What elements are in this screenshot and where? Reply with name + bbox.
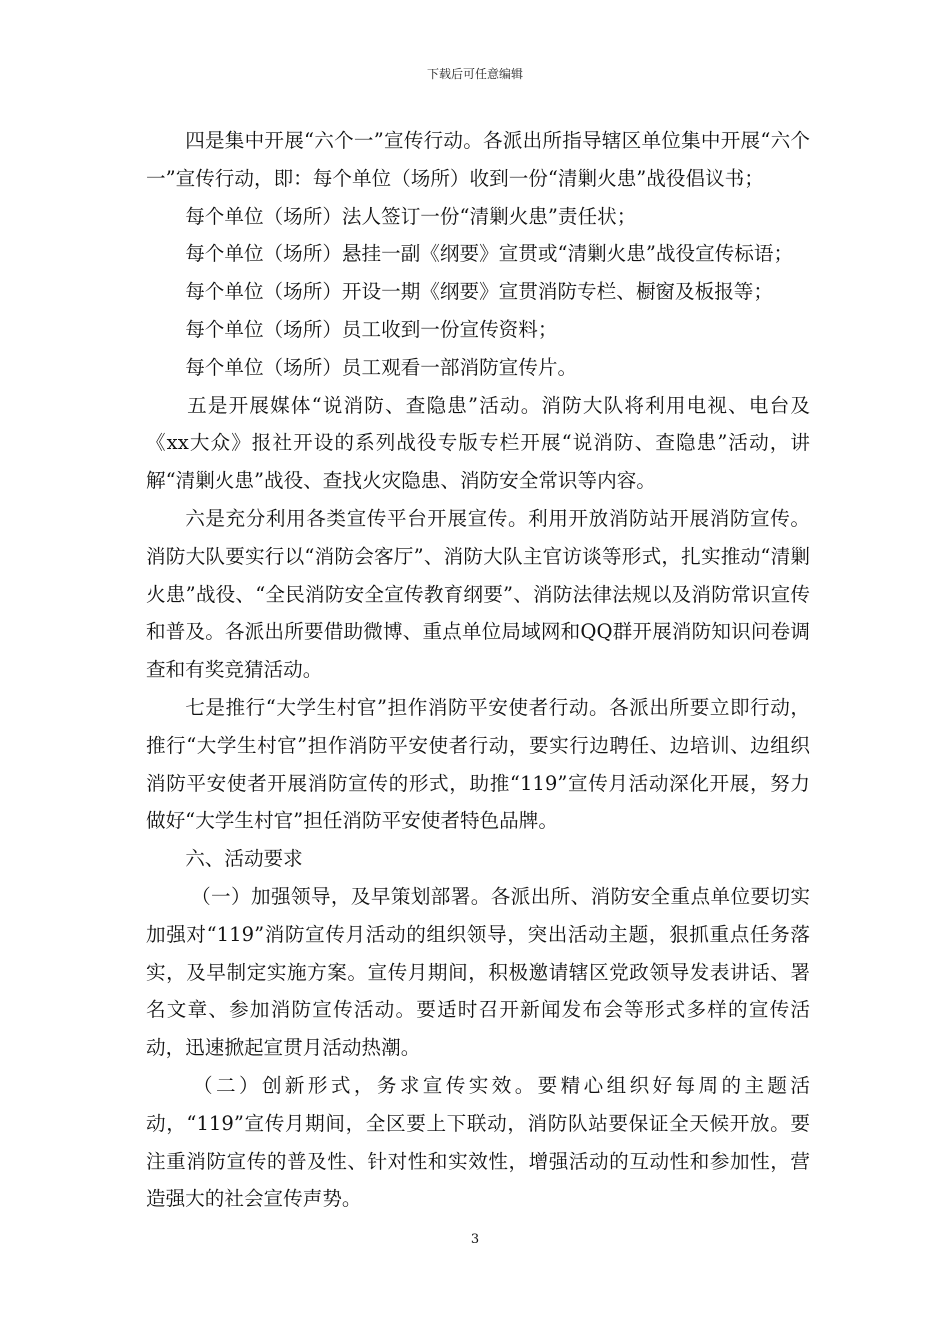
- paragraph-five: 五是开展媒体“说消防、查隐患”活动。消防大队将利用电视、电台及《xx大众》报社开设的系列战役专版专栏开展“说消防、查隐患”活动，讲解“清剿火患”战役、查找火灾隐患、消防安全常识等内容。: [146, 393, 810, 493]
- page-header: 下载后可任意编辑: [426, 67, 523, 81]
- section-heading: 六、活动要求: [185, 847, 303, 871]
- list-item: 每个单位（场所）悬挂一副《纲要》宣贯或“清剿火患”战役宣传标语；: [185, 242, 794, 266]
- paragraph-six: 六是充分利用各类宣传平台开展宣传。利用开放消防站开展消防宣传。消防大队要实行以“消防会客厅”、消防大队主官访谈等形式，扎实推动“清剿火患”战役、“全民消防安全宣传教育纲要”、消防法律法规以及消防常识宣传和普及。各派出所要借助微博、重点单位局域网和QQ群开展消防知识问卷调查和有奖竞猜活动。: [146, 506, 810, 682]
- list-item: 每个单位（场所）开设一期《纲要》宣贯消防专栏、橱窗及板报等；: [185, 280, 773, 304]
- list-item: 每个单位（场所）员工收到一份宣传资料；: [185, 317, 558, 341]
- requirement-two: （二）创新形式，务求宣传实效。要精心组织好每周的主题活动，“119”宣传月期间，全区要上下联动，消防队站要保证全天候开放。要注重消防宣传的普及性、针对性和实效性，增强活动的互动性和参加性，营造强大的社会宣传声势。: [146, 1073, 810, 1211]
- page-number: 3: [470, 1232, 480, 1247]
- requirement-one: （一）加强领导，及早策划部署。各派出所、消防安全重点单位要切实加强对“119”消防宣传月活动的组织领导，突出活动主题，狠抓重点任务落实，及早制定实施方案。宣传月期间，积极邀请辖区党政领导发表讲话、署名文章、参加消防宣传活动。要适时召开新闻发布会等形式多样的宣传活动，迅速掀起宣贯月活动热潮。: [146, 884, 810, 1060]
- paragraph-four: 四是集中开展“六个一”宣传行动。各派出所指导辖区单位集中开展“六个一”宣传行动，即：每个单位（场所）收到一份“清剿火患”战役倡议书；: [146, 129, 810, 190]
- paragraph-seven: 七是推行“大学生村官”担作消防平安使者行动。各派出所要立即行动，推行“大学生村官”担作消防平安使者行动，要实行边聘任、边培训、边组织消防平安使者开展消防宣传的形式，助推“119”宣传月活动深化开展，努力做好“大学生村官”担任消防平安使者特色品牌。: [146, 695, 810, 833]
- list-item: 每个单位（场所）法人签订一份“清剿火患”责任状；: [185, 204, 637, 228]
- document-body: [146, 122, 810, 1218]
- list-item: 每个单位（场所）员工观看一部消防宣传片。: [185, 355, 578, 379]
